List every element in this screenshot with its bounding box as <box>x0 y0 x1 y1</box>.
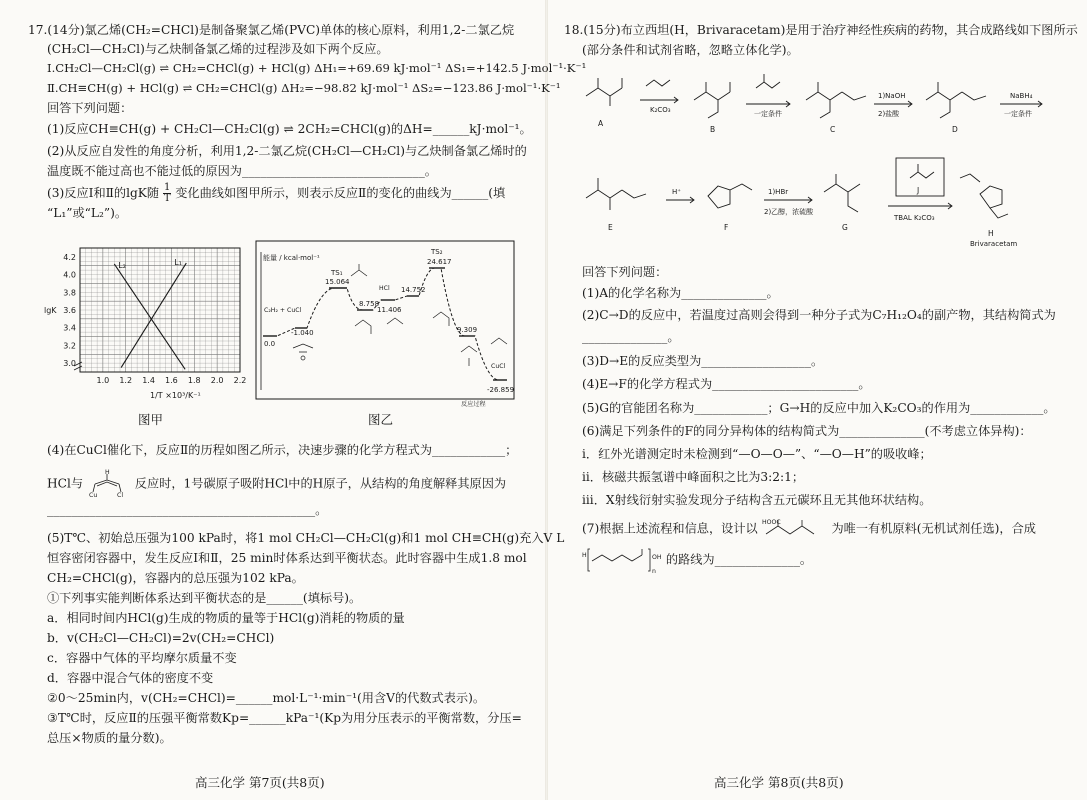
q17-part-3b: “L₁”或“L₂”)。 <box>47 206 128 220</box>
q17-part-5-1: ①下列事实能判断体系达到平衡状态的是______(填标号)。 <box>47 591 362 605</box>
fraction-1-over-t: $\frac{1}{T}$ <box>163 182 171 204</box>
q18-part-5: (5)G的官能团名称为____________；G→H的反应中加入K₂CO₃的作用为____________。 <box>582 401 1056 415</box>
q18-part-3: (3)D→E的反应类型为__________________。 <box>582 354 824 368</box>
svg-text:H: H <box>582 552 587 559</box>
q18-part-6-ii: ii．核磁共振氢谱中峰面积之比为3:2:1； <box>582 470 805 484</box>
structure-e <box>586 178 646 210</box>
q17-part-2b: 温度既不能过高也不能过低的原因为______________________________。 <box>47 164 437 178</box>
level-5: 14.752 <box>401 286 426 294</box>
vinyl-chloride-copper-structure <box>87 470 131 498</box>
reagent-condition-1: 一定条件 <box>754 110 782 118</box>
q18-part-6: (6)满足下列条件的F的同分异构体的结构简式为______________(不考虑立体异构)： <box>582 424 1032 438</box>
q17-part-3a-pre: (3)反应Ⅰ和Ⅱ的lgK随 <box>47 186 160 200</box>
q18-part-2: (2)C→D的反应中，若温度过高则会得到一种分子式为C₇H₁₂O₄的副产物，其结构简式为 <box>582 308 1056 322</box>
label-a: A <box>598 119 604 128</box>
level-2: 15.064 <box>325 278 350 286</box>
structure-c <box>806 82 866 118</box>
reagent-bromoacetate <box>756 74 780 88</box>
x-tick-label: 1.6 <box>165 376 178 385</box>
x-tick-label: 1.2 <box>119 376 133 385</box>
figure-yi-ylabel: 能量 / kcal·mol⁻¹ <box>263 254 320 262</box>
reagent-h-plus: H⁺ <box>672 188 681 196</box>
reagent-hbr: 1)HBr <box>768 188 789 196</box>
level-7: 9.309 <box>457 326 478 334</box>
structure-h <box>960 174 1008 218</box>
q17-header-2: (CH₂Cl—CH₂Cl)与乙炔制备氯乙烯的过程涉及如下两个反应。 <box>47 42 389 56</box>
q17-part-1: (1)反应CH≡CH(g) + CH₂Cl—CH₂Cl(g) ⇌ 2CH₂=CHCl(g)的ΔH=______kJ·mol⁻¹。 <box>47 122 532 136</box>
q18-header: 18.(15分)布立西坦(H，Brivaracetam)是用于治疗神经性疾病的药物，其合成路线如下图所示 <box>564 23 1078 37</box>
q18-header-2: (部分条件和试剂省略，忽略立体化学)。 <box>582 43 799 57</box>
option-b: b．v(CH₂Cl—CH₂Cl)=2v(CH₂=CHCl) <box>47 631 275 645</box>
figure-jia-chart <box>40 240 260 410</box>
reagent-k2co3: K₂CO₃ <box>650 106 671 114</box>
label-e: E <box>608 223 613 232</box>
x-tick-label: 1.4 <box>142 376 155 385</box>
svg-text:HOOC: HOOC <box>761 519 781 526</box>
q18-part-7: (7)根据上述流程和信息，设计以 HOOC 为唯一有机原料(无机试剂任选)，合成 <box>582 516 1036 542</box>
series-line-2 <box>114 264 185 369</box>
reagent-j-box <box>896 158 944 196</box>
q17-header: 17.(14分)氯乙烯(CH₂=CHCl)是制备聚氯乙烯(PVC)单体的核心原料，利用1,2-二氯乙烷 <box>28 23 515 37</box>
q17-part-4b: HCl与 Cu Cl H 反应时，1号碳原子吸附HCl中的H原子，从结构的角度解释其原因为 <box>47 469 507 499</box>
reaction-2: Ⅱ.CH≡CH(g) + HCl(g) ⇌ CH₂=CHCl(g) ΔH₂=−98.82 kJ·mol⁻¹ ΔS₂=−123.86 J·mol⁻¹·K⁻¹ <box>47 81 561 95</box>
q17-part-4c: ____________________________________________。 <box>47 503 328 517</box>
y-axis-label: lgK <box>44 306 57 315</box>
q17-part-3a <box>47 183 505 204</box>
q18-part-4: (4)E→F的化学方程式为________________________。 <box>582 377 871 391</box>
ts1-label: TS₁ <box>331 269 343 277</box>
level-3: 8.758 <box>359 300 380 308</box>
species-c2h2-cucl: C₂H₂ + CuCl <box>264 307 302 314</box>
page-8 <box>548 0 1087 800</box>
reagent-ethanol: 2)乙醇，浓硫酸 <box>764 208 814 216</box>
y-tick-label: 3.2 <box>63 341 76 351</box>
level-0: 0.0 <box>264 340 276 348</box>
x-axis-label: 1/T ×10³/K⁻¹ <box>150 391 201 400</box>
x-tick-label: 1.0 <box>96 376 110 385</box>
q17-part-5c: CH₂=CHCl(g)，容器内的总压强为102 kPa。 <box>47 571 304 585</box>
q18-part-6-iii: iii．X射线衍射实验发现分子结构含五元碳环且无其他环状结构。 <box>582 493 932 507</box>
level-8: -26.859 <box>487 386 515 394</box>
reagent-bromopropane <box>646 80 670 86</box>
q17-part-2a: (2)从反应自发性的角度分析，利用1,2-二氯乙烷(CH₂Cl—CH₂Cl)与乙炔制备氯乙烯时的 <box>47 144 527 158</box>
label-b: B <box>710 125 716 134</box>
structure-d <box>926 82 986 118</box>
structure-a <box>586 78 622 106</box>
figure-jia-caption: 图甲 <box>138 412 164 427</box>
structure-g <box>824 174 860 212</box>
structure-b <box>694 82 730 118</box>
label-g: G <box>842 223 848 232</box>
footer-page-7: 高三化学 第7页(共8页) <box>195 775 325 790</box>
ts2-label: TS₂ <box>431 248 443 256</box>
y-tick-label: 4.2 <box>63 252 76 262</box>
y-tick-label: 3.6 <box>63 306 76 315</box>
label-c: C <box>830 125 836 134</box>
species-cucl: CuCl <box>491 363 506 370</box>
q17-part-5-2: ②0～25min内，v(CH₂=CHCl)=______mol·L⁻¹·min⁻¹(用含V的代数式表示)。 <box>47 691 486 705</box>
level-4: 11.406 <box>377 306 402 314</box>
q18-part-1: (1)A的化学名称为______________。 <box>582 286 779 300</box>
synthesis-route <box>568 66 1080 262</box>
y-tick-label: 3.4 <box>63 323 76 333</box>
label-f: F <box>724 223 729 232</box>
q18-intro: 回答下列问题： <box>582 265 668 279</box>
polymer-structure <box>582 545 662 575</box>
q18-part-2b: ______________。 <box>582 330 680 344</box>
option-d: d．容器中混合气体的密度不变 <box>47 671 214 685</box>
footer-page-8: 高三化学 第8页(共8页) <box>714 775 844 790</box>
figure-yi-energy-diagram <box>255 240 515 408</box>
level-6: 24.617 <box>427 258 452 266</box>
structure-f <box>708 184 752 208</box>
x-tick-label: 1.8 <box>187 376 201 385</box>
y-tick-label: 4.0 <box>63 270 76 280</box>
svg-text:n: n <box>652 568 656 575</box>
q17-intro: 回答下列问题： <box>47 101 133 115</box>
reagent-naoh: 1)NaOH <box>878 92 906 100</box>
y-tick-label: 3.0 <box>63 359 76 369</box>
reagent-condition-2: 一定条件 <box>1004 110 1032 118</box>
label-j: J <box>917 186 920 195</box>
drug-name: Brivaracetam <box>970 240 1018 248</box>
series-label-1: L₁ <box>174 258 182 268</box>
q18-part-6-i: i．红外光谱测定时未检测到“—O—O—”、“—O—H”的吸收峰； <box>582 447 932 461</box>
option-c: c．容器中气体的平均摩尔质量不变 <box>47 651 237 665</box>
series-line-1 <box>121 263 186 368</box>
x-tick-label: 2.0 <box>210 376 224 385</box>
q17-part-5b: 恒容密闭容器中，发生反应Ⅰ和Ⅱ，25 min时体系达到平衡状态。此时容器中生成1.8 mol <box>47 551 527 565</box>
series-label-2: L₂ <box>118 260 126 270</box>
svg-text:OH: OH <box>652 554 662 561</box>
q17-part-5-3b: 总压×物质的量分数)。 <box>47 731 172 745</box>
q17-part-5-3a: ③T℃时，反应Ⅱ的压强平衡常数Kp=______kPa⁻¹(Kp为用分压表示的平衡常数，分压= <box>47 711 522 725</box>
y-tick-label: 3.8 <box>63 288 76 298</box>
x-tick-label: 2.2 <box>233 376 247 385</box>
starting-material-structure <box>762 516 828 542</box>
label-h: H <box>988 229 994 238</box>
reaction-1: Ⅰ.CH₂Cl—CH₂Cl(g) ⇌ CH₂=CHCl(g) + HCl(g) ΔH₁=+69.69 kJ·mol⁻¹ ΔS₁=+142.5 J·mol⁻¹·K⁻¹ <box>47 61 587 75</box>
q17-part-3a-post: 变化曲线如图甲所示，则表示反应Ⅱ的变化的曲线为______(填 <box>175 186 506 200</box>
q17-part-4a: (4)在CuCl催化下，反应Ⅱ的历程如图乙所示，决速步骤的化学方程式为____________； <box>47 443 518 457</box>
svg-text:Cu: Cu <box>88 492 98 499</box>
reagent-nabh4: NaBH₄ <box>1010 92 1033 100</box>
svg-text:Cl: Cl <box>116 492 123 499</box>
figure-yi-frame <box>256 241 514 399</box>
label-d: D <box>952 125 958 134</box>
level-1: -1.040 <box>291 329 314 337</box>
option-a: a．相同时间内HCl(g)生成的物质的量等于HCl(g)消耗的物质的量 <box>47 611 405 625</box>
q17-part-5a: (5)T℃、初始总压强为100 kPa时，将1 mol CH₂Cl—CH₂Cl(g)和1 mol CH≡CH(g)充入V L <box>47 531 565 545</box>
q18-part-7-route: H OH n 的路线为______________。 <box>582 545 812 575</box>
reagent-hcl: 2)盐酸 <box>878 110 900 118</box>
species-hcl: HCl <box>379 285 390 292</box>
svg-text:H: H <box>104 469 110 476</box>
reagent-tbal: TBAL K₂CO₃ <box>894 214 935 222</box>
figure-yi-caption: 图乙 <box>368 412 394 427</box>
figure-yi-xlabel: 反应过程 <box>461 401 486 408</box>
